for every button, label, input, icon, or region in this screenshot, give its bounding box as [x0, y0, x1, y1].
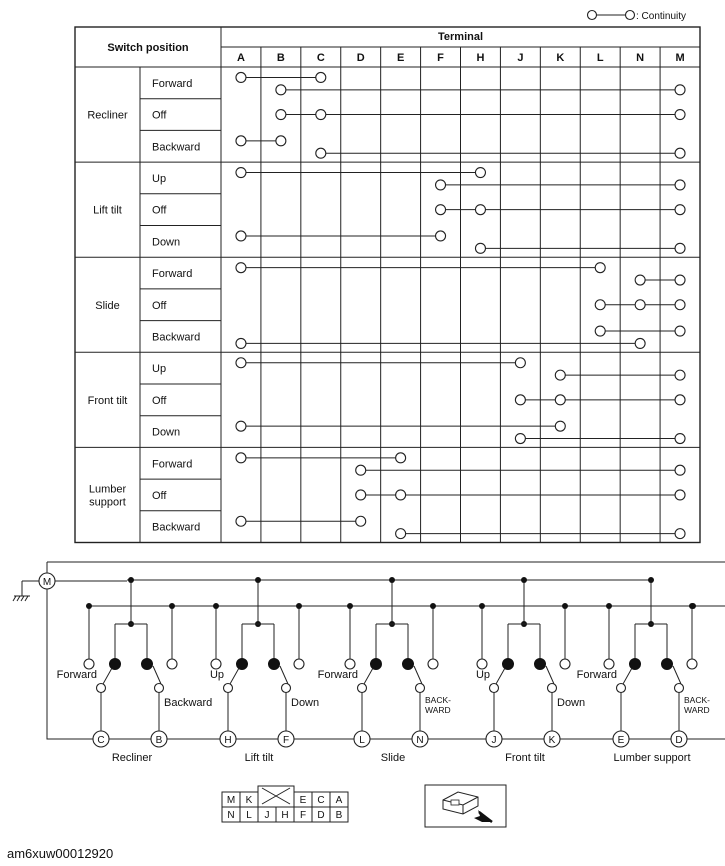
continuity-terminal-D [356, 490, 366, 500]
continuity-terminal-A [236, 338, 246, 348]
continuity-terminal-L [595, 263, 605, 273]
pin-L-label: L [359, 735, 365, 746]
continuity-terminal-E [396, 490, 406, 500]
row-label: Forward [152, 268, 193, 281]
switch-recliner [57, 577, 213, 764]
continuity-terminal-H [475, 243, 485, 253]
contact-closed [503, 659, 514, 670]
arm-pivot [224, 684, 233, 693]
connector-location-picture [425, 785, 506, 827]
arm-pivot [358, 684, 367, 693]
junction-dot [430, 603, 436, 609]
arm-pivot [282, 684, 291, 693]
continuity-terminal-M [675, 326, 685, 336]
group-label: Recliner [87, 109, 128, 122]
row-label: Down [152, 426, 181, 439]
continuity-legend [588, 11, 687, 23]
pin-K-label: K [548, 735, 556, 746]
continuity-terminal-A [236, 358, 246, 368]
switch-arm [280, 666, 288, 684]
contact-closed [142, 659, 153, 670]
continuity-terminal-D [356, 465, 366, 475]
contact-open [477, 659, 487, 669]
cavity-J: J [264, 810, 270, 821]
cavity-K: K [245, 795, 253, 806]
continuity-terminal-F [436, 231, 446, 241]
continuity-terminal-K [555, 395, 565, 405]
junction-dot [128, 577, 134, 583]
ground-hatch [21, 596, 24, 601]
terminal-label-F: F [437, 52, 444, 64]
terminal-label-H: H [476, 52, 485, 64]
continuity-terminal-H [475, 168, 485, 178]
switch-right-label: Backward [164, 697, 213, 709]
switch-left-label: Forward [576, 669, 617, 681]
continuity-terminal-A [236, 421, 246, 431]
continuity-terminal-M [675, 395, 685, 405]
row-label: Off [152, 109, 167, 122]
contact-open [211, 659, 221, 669]
arm-pivot [155, 684, 164, 693]
arm-pivot [490, 684, 499, 693]
cavity-F: F [299, 810, 307, 821]
contact-open [687, 659, 697, 669]
switch-arm [364, 668, 373, 684]
junction-dot [648, 577, 654, 583]
terminal-label-K: K [556, 52, 565, 64]
contact-open [604, 659, 614, 669]
row-label: Forward [152, 77, 193, 90]
contact-closed [535, 659, 546, 670]
switch-right-label: Down [291, 697, 320, 709]
continuity-terminal-M [675, 205, 685, 215]
cavity-N: N [227, 810, 235, 821]
continuity-terminal-B [276, 110, 286, 120]
pin-E-label: E [617, 735, 625, 746]
terminal-label-B: B [276, 52, 285, 64]
junction-dot [296, 603, 302, 609]
continuity-terminal-N [635, 275, 645, 285]
terminal-label-N: N [636, 52, 645, 64]
switch-name-label: Lift tilt [244, 752, 274, 764]
cavity-L: L [246, 810, 252, 821]
terminal-label-E: E [396, 52, 405, 64]
contact-open [345, 659, 355, 669]
pin-F-label: F [282, 735, 290, 746]
contact-open [84, 659, 94, 669]
cavity-D: D [317, 810, 325, 821]
switch-arm [623, 668, 632, 684]
switch-arm [496, 668, 505, 684]
switch-left-label: Forward [317, 669, 358, 681]
pin-H-label: H [224, 735, 232, 746]
pin-N-label: N [416, 735, 424, 746]
terminal-label-L: L [596, 52, 604, 64]
terminal-label-J: J [517, 52, 524, 64]
junction-dot [169, 603, 175, 609]
group-label: Lumber [88, 483, 127, 496]
ground-hatch [17, 596, 20, 601]
continuity-terminal-F [436, 205, 446, 215]
contact-open [428, 659, 438, 669]
switch-lumber-support [577, 577, 710, 764]
switch-arm [230, 668, 239, 684]
continuity-terminal-J [515, 395, 525, 405]
image-code: am6xuw00012920 [7, 846, 114, 861]
continuity-terminal-M [675, 180, 685, 190]
switch-right-label: WARD [684, 705, 710, 715]
continuity-terminal-M [675, 300, 685, 310]
continuity-terminal-M [675, 370, 685, 380]
switch-position-header: Switch position [107, 42, 189, 54]
group-label: support [89, 496, 126, 509]
continuity-terminal-A [236, 516, 246, 526]
continuity-terminal-C [316, 110, 326, 120]
switch-right-label: BACK- [684, 695, 710, 705]
junction-dot [389, 577, 395, 583]
junction-dot [606, 603, 612, 609]
legend-circle-right [626, 11, 635, 20]
group-label: Slide [95, 299, 120, 312]
switch-name-label: Slide [380, 752, 406, 764]
terminal-header: Terminal [437, 31, 484, 43]
switch-name-label: Recliner [111, 752, 153, 764]
row-label: Forward [152, 458, 193, 471]
switch-right-label: WARD [425, 705, 451, 715]
contact-closed [403, 659, 414, 670]
continuity-terminal-M [675, 243, 685, 253]
terminal-label-A: A [236, 52, 245, 64]
cavity-C: C [317, 795, 325, 806]
terminal-label-D: D [356, 52, 365, 64]
wiring-schematic [13, 562, 725, 764]
contact-closed [110, 659, 121, 670]
contact-closed [630, 659, 641, 670]
contact-closed [269, 659, 280, 670]
junction-dot [255, 577, 261, 583]
cavity-B: B [335, 810, 343, 821]
switch-right-label: BACK- [425, 695, 451, 705]
continuity-terminal-A [236, 453, 246, 463]
terminal-label-M: M [675, 52, 685, 64]
arm-pivot [617, 684, 626, 693]
switch-arm [414, 666, 422, 684]
junction-dot [347, 603, 353, 609]
continuity-terminal-E [396, 453, 406, 463]
continuity-terminal-L [595, 300, 605, 310]
arm-pivot [97, 684, 106, 693]
group-label: Front tilt [87, 394, 128, 407]
continuity-terminal-N [635, 300, 645, 310]
terminal-label-C: C [316, 52, 325, 64]
junction-dot [213, 603, 219, 609]
continuity-terminal-C [316, 72, 326, 82]
switch-left-label: Forward [56, 669, 97, 681]
cavity-H: H [281, 810, 289, 821]
continuity-terminal-K [555, 421, 565, 431]
ground-hatch [25, 596, 28, 601]
row-label: Off [152, 204, 167, 217]
legend-label: : Continuity [636, 11, 687, 22]
switch-right-label: Down [557, 697, 586, 709]
continuity-terminal-B [276, 85, 286, 95]
continuity-terminal-D [356, 516, 366, 526]
continuity-terminal-M [675, 110, 685, 120]
terminal-M-label: M [42, 577, 52, 588]
row-label: Off [152, 489, 167, 502]
row-label: Backward [152, 521, 201, 534]
row-label: Off [152, 299, 167, 312]
switch-arm [546, 666, 554, 684]
contact-closed [237, 659, 248, 670]
junction-dot [562, 603, 568, 609]
switch-left-label: Up [209, 669, 224, 681]
contact-open [294, 659, 304, 669]
continuity-terminal-J [515, 434, 525, 444]
legend-circle-left [588, 11, 597, 20]
junction-dot [521, 577, 527, 583]
cavity-E: E [299, 795, 307, 806]
continuity-terminal-A [236, 263, 246, 273]
switch-name-label: Front tilt [505, 752, 545, 764]
continuity-terminal-N [635, 338, 645, 348]
switch-left-label: Up [475, 669, 490, 681]
pin-B-label: B [155, 735, 163, 746]
continuity-terminal-M [675, 490, 685, 500]
row-label: Backward [152, 141, 201, 154]
arm-pivot [675, 684, 684, 693]
continuity-terminal-A [236, 136, 246, 146]
contact-closed [371, 659, 382, 670]
switch-arm [673, 666, 681, 684]
junction-dot [690, 603, 696, 609]
row-label: Backward [152, 331, 201, 344]
continuity-terminal-M [675, 529, 685, 539]
group-label: Lift tilt [93, 204, 122, 217]
pin-C-label: C [97, 735, 105, 746]
continuity-terminal-E [396, 529, 406, 539]
continuity-terminal-A [236, 231, 246, 241]
continuity-terminal-K [555, 370, 565, 380]
continuity-terminal-H [475, 205, 485, 215]
continuity-terminal-M [675, 434, 685, 444]
contact-open [167, 659, 177, 669]
switch-front-tilt [476, 577, 585, 764]
switch-lift-tilt [210, 577, 319, 764]
continuity-terminal-C [316, 148, 326, 158]
continuity-terminal-A [236, 168, 246, 178]
continuity-terminal-B [276, 136, 286, 146]
continuity-terminal-M [675, 85, 685, 95]
contact-open [560, 659, 570, 669]
continuity-terminal-M [675, 465, 685, 475]
connector-face [222, 786, 348, 822]
outer-wire [47, 562, 725, 739]
switch-slide [318, 577, 451, 764]
cavity-A: A [335, 795, 343, 806]
row-label: Up [152, 172, 167, 185]
contact-closed [662, 659, 673, 670]
continuity-terminal-M [675, 148, 685, 158]
continuity-table [75, 27, 700, 543]
continuity-terminal-L [595, 326, 605, 336]
pin-D-label: D [675, 735, 683, 746]
switch-arm [153, 666, 161, 684]
junction-dot [86, 603, 92, 609]
arm-pivot [548, 684, 557, 693]
continuity-terminal-A [236, 72, 246, 82]
arm-pivot [416, 684, 425, 693]
row-label: Off [152, 394, 167, 407]
continuity-terminal-F [436, 180, 446, 190]
continuity-terminal-J [515, 358, 525, 368]
switch-arm [103, 668, 112, 684]
continuity-terminal-M [675, 275, 685, 285]
row-label: Down [152, 236, 181, 249]
ground-hatch [13, 596, 16, 601]
switch-name-label: Lumber support [613, 752, 691, 764]
row-label: Up [152, 363, 167, 376]
pin-J-label: J [491, 735, 497, 746]
junction-dot [479, 603, 485, 609]
cavity-M: M [226, 795, 236, 806]
